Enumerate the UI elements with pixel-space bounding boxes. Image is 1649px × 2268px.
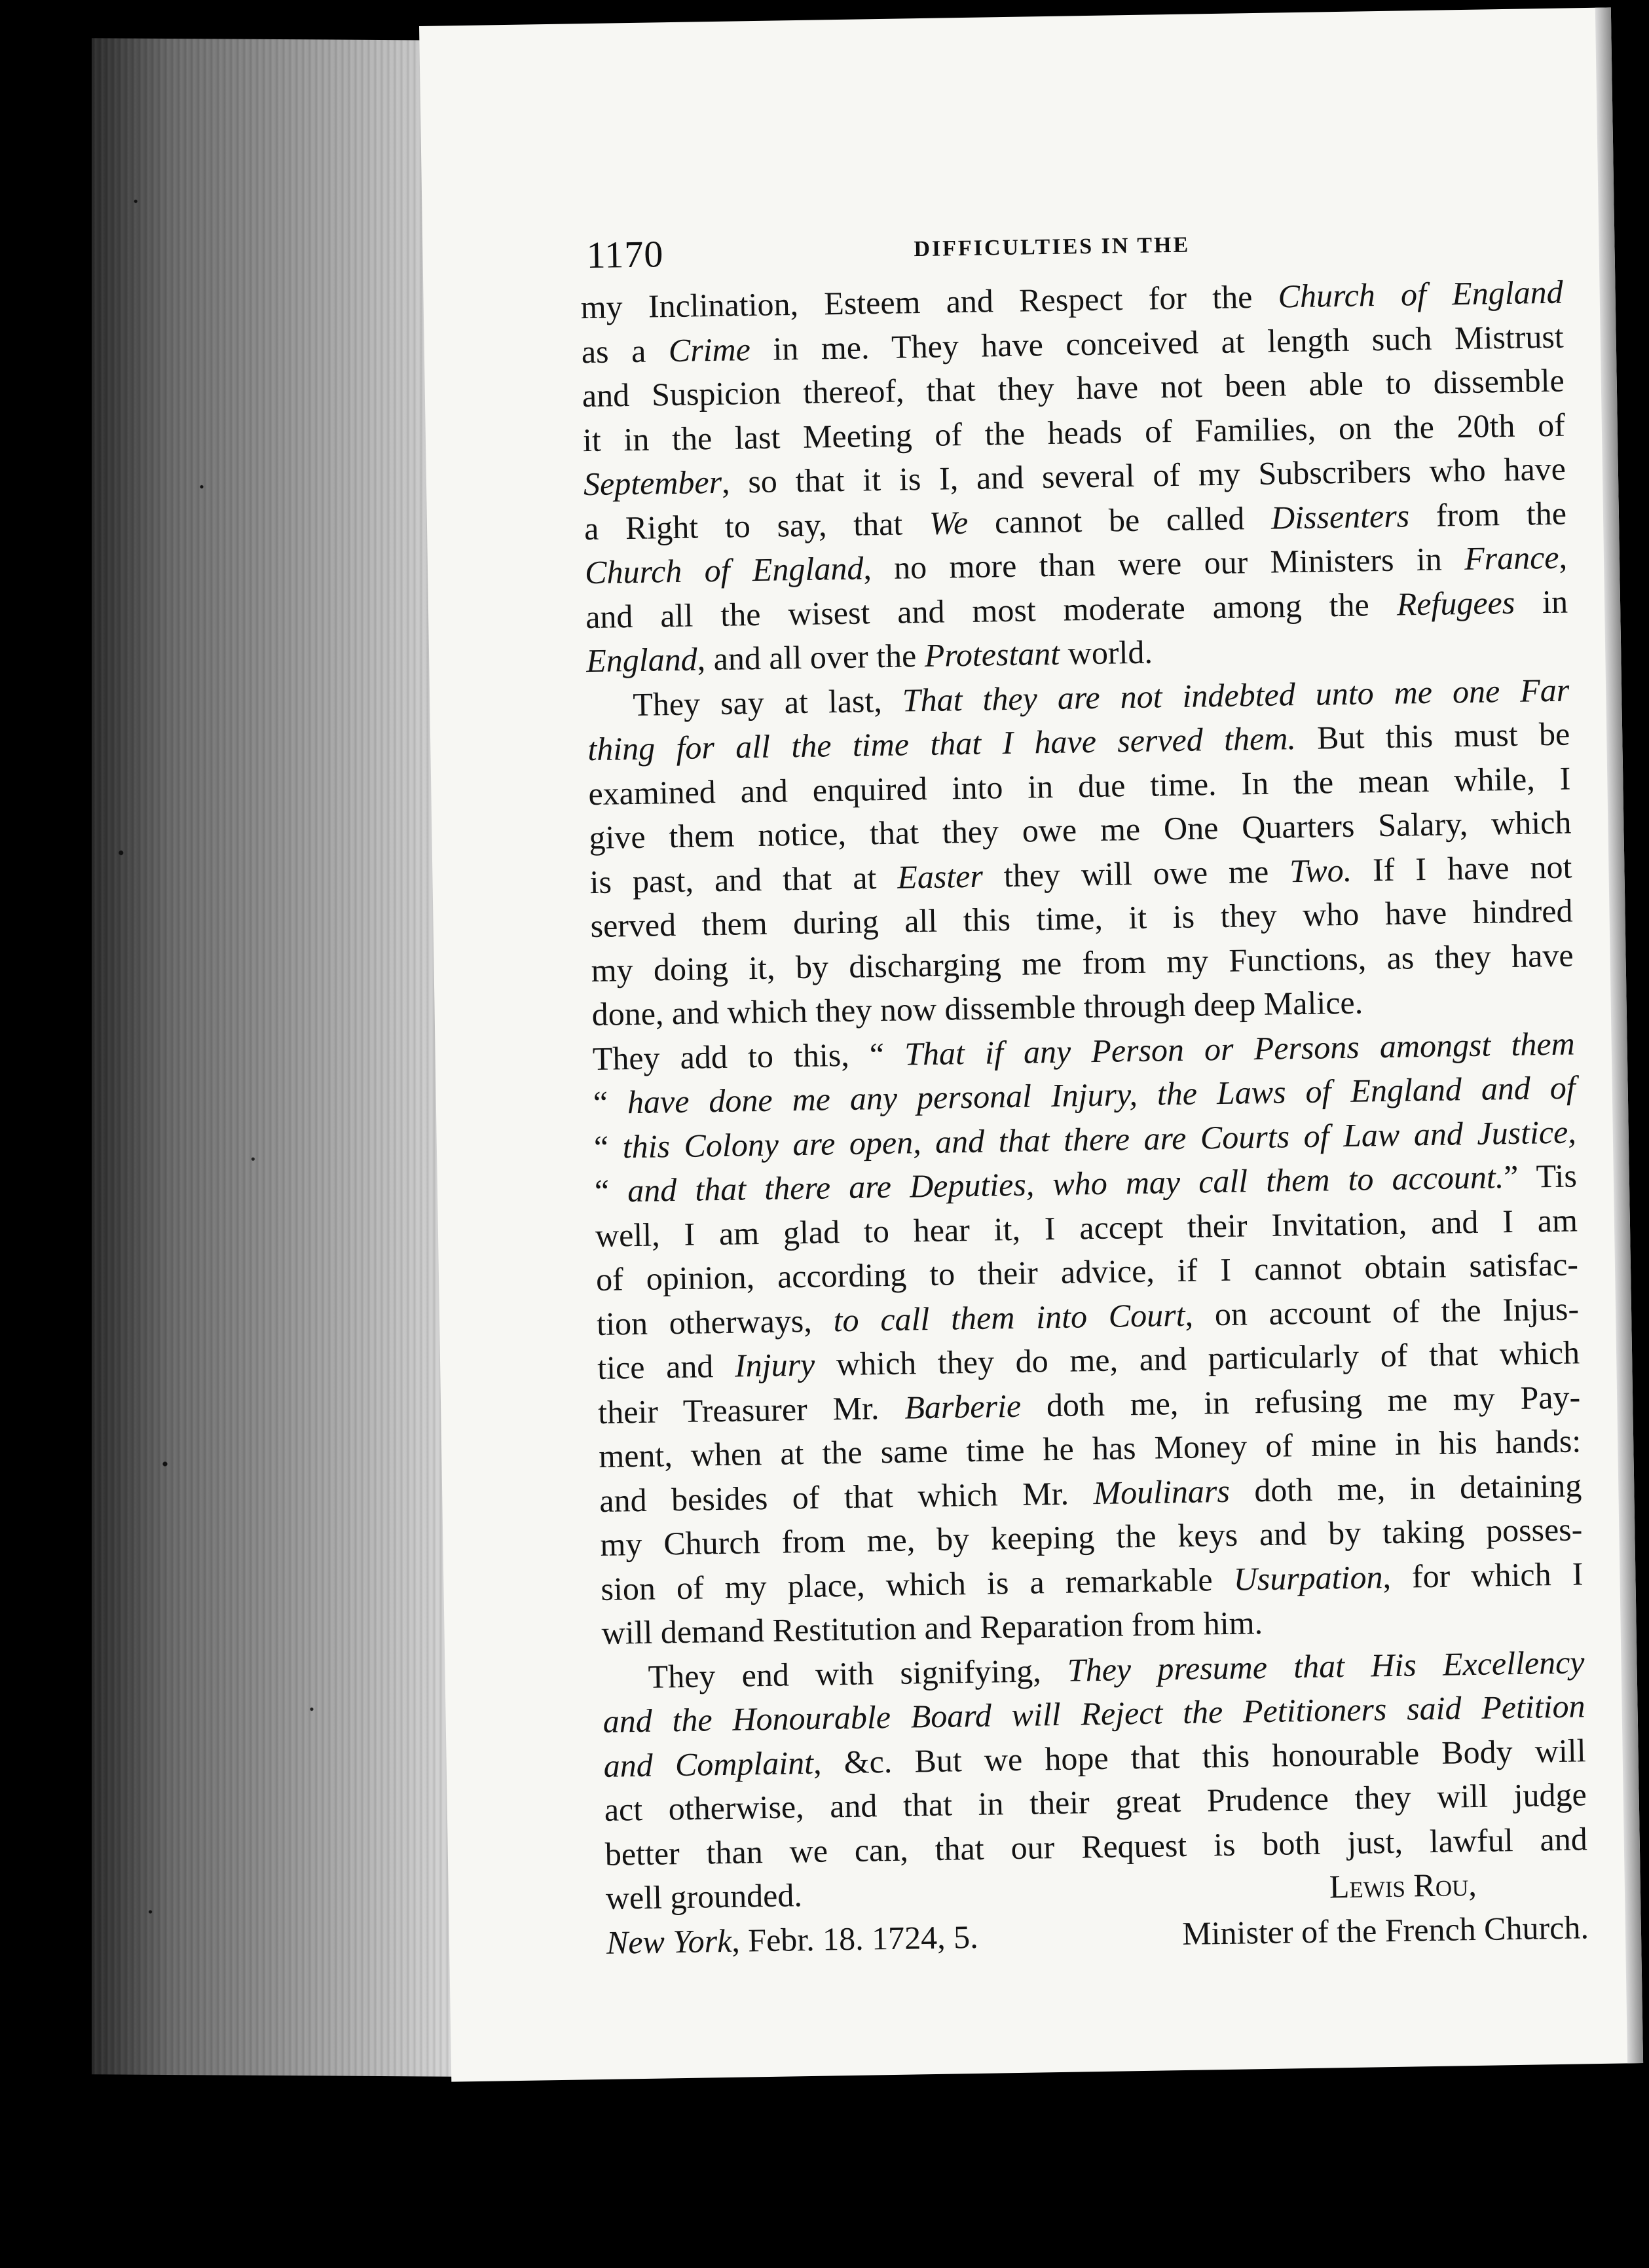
- final-line: well grounded.: [605, 1876, 803, 1916]
- text-run: is past, and that at: [589, 858, 898, 900]
- text-run: If I have not: [1351, 848, 1572, 888]
- body-text: [580, 270, 1589, 1965]
- book-page-edges: [92, 38, 458, 2076]
- text-run: in: [1514, 583, 1568, 621]
- text-run: tice and: [597, 1347, 735, 1386]
- italic-run: France: [1464, 538, 1559, 577]
- text-run: in me. They have conceived at length such Mistrust: [750, 318, 1565, 367]
- italic-run: Refugees: [1396, 583, 1515, 623]
- signer-title: Minister of the French Church.: [1181, 1908, 1589, 1952]
- italic-run: Easter: [897, 857, 984, 896]
- text-run: , no more than were our Ministers in: [862, 540, 1465, 587]
- text-run: , &c. But we hope that this honourable Body will: [813, 1731, 1586, 1781]
- text-run: my doing it, by discharging me from my Functions, as they have: [591, 936, 1574, 989]
- text-run: , so that it is I, and several of my Subscribers who have: [721, 450, 1566, 500]
- italic-run: That they are not indebted unto me one Far: [902, 671, 1570, 719]
- text-run: , and all over the: [697, 637, 925, 678]
- italic-run: and the Honourable Board will Reject the Petitioners said Petition: [602, 1687, 1585, 1740]
- text-run: They end with signifying,: [648, 1651, 1068, 1695]
- text-run: it in the last Meeting of the heads of Families, on the 20th of: [582, 406, 1566, 458]
- text-run: a Right to say, that: [584, 504, 930, 547]
- text-run: done, and which they now dissemble through deep Malice.: [591, 983, 1363, 1033]
- italic-run: Two.: [1289, 851, 1352, 889]
- text-run: “: [593, 1084, 628, 1122]
- text-run: well, I am glad to hear it, I accept their Invitation, and I am: [595, 1201, 1578, 1254]
- place: New York: [606, 1922, 732, 1961]
- text-run: ment, when at the same time he has Money of mine in his hands:: [598, 1422, 1582, 1474]
- book-page: [419, 7, 1643, 2081]
- italic-run: and that there are Deputies, who may call them to account.: [627, 1158, 1504, 1209]
- italic-run: to call them into Court: [833, 1296, 1185, 1338]
- text-run: , for which I: [1382, 1554, 1584, 1595]
- text-run: examined and enquired into in due time. In the mean while, I: [587, 759, 1571, 812]
- text-run: They add to this, “: [592, 1035, 905, 1077]
- text-run: served them during all this time, it is they who have hindred: [590, 892, 1573, 945]
- text-run: from the: [1409, 494, 1567, 534]
- italic-run: and Complaint: [603, 1744, 814, 1784]
- text-run: better than we can, that our Request is both just, lawful and: [604, 1820, 1588, 1873]
- text-run: doth me, in detaining: [1229, 1466, 1582, 1509]
- text-run: their Treasurer Mr.: [597, 1389, 905, 1431]
- italic-run: Church of England: [1278, 273, 1564, 315]
- text-run: my Church from me, by keeping the keys and by taking posses-: [600, 1510, 1583, 1563]
- text-run: ” Tis: [1503, 1157, 1578, 1196]
- text-run: my Inclination, Esteem and Respect for the: [580, 278, 1279, 326]
- text-run: and besides of that which Mr.: [599, 1474, 1094, 1519]
- italic-run: We: [929, 503, 969, 541]
- page-number: 1170: [586, 232, 664, 277]
- signer-name: Lewis Rou,: [1329, 1865, 1477, 1905]
- text-run: “: [594, 1172, 628, 1210]
- italic-run: this Colony are open, and that there are Courts of Law and Justice,: [622, 1112, 1577, 1165]
- italic-run: That if any Person or Persons amongst them: [904, 1024, 1576, 1072]
- text-run: which they do me, and particularly of that which: [814, 1334, 1580, 1383]
- text-run: , on account of the Injus-: [1185, 1289, 1580, 1333]
- text-run: tion otherways,: [596, 1301, 834, 1342]
- italic-run: Injury: [734, 1345, 815, 1384]
- text-run: They say at last,: [632, 682, 903, 723]
- italic-run: Church of England: [584, 549, 864, 591]
- italic-run: They presume that His Excellency: [1067, 1643, 1585, 1689]
- italic-run: England: [585, 640, 698, 680]
- text-run: give them notice, that they owe me One Quarters Salary, which: [589, 803, 1572, 856]
- text-run: doth me, in refusing me my Pay-: [1020, 1378, 1581, 1424]
- running-title: DIFFICULTIES IN THE: [914, 232, 1191, 262]
- text-run: sion of my place, which is a remarkable: [601, 1560, 1234, 1607]
- italic-run: thing for all the time that I have served them.: [587, 720, 1297, 768]
- italic-run: have done me any personal Injury, the Laws of England and of: [627, 1069, 1576, 1121]
- text-run: “: [593, 1127, 623, 1165]
- italic-run: Dissenters: [1270, 496, 1410, 536]
- place-and-date: [606, 1914, 978, 1964]
- text-run: ,: [1558, 538, 1568, 576]
- text-run: world.: [1059, 633, 1153, 672]
- italic-run: Usurpation: [1233, 1558, 1383, 1598]
- text-run: and all the wisest and most moderate among the: [585, 585, 1398, 635]
- italic-run: Crime: [668, 330, 751, 369]
- text-run: they will owe me: [982, 852, 1290, 894]
- italic-run: Barberie: [904, 1387, 1022, 1426]
- text-run: and Suspicion thereof, that they have not been able to dissemble: [582, 361, 1565, 414]
- italic-run: Moulinars: [1093, 1472, 1231, 1511]
- page-edge-specks: [92, 38, 458, 2076]
- page-right-edge: [1595, 7, 1643, 2063]
- italic-run: Protestant: [924, 634, 1060, 674]
- date: , Febr. 18. 1724, 5.: [731, 1918, 979, 1959]
- text-run: of opinion, according to their advice, if I cannot obtain satisfac-: [595, 1245, 1579, 1298]
- text-run: cannot be called: [967, 499, 1272, 541]
- text-lines: [580, 270, 1587, 1876]
- text-run: as a: [581, 331, 669, 370]
- text-run: But this must be: [1295, 715, 1570, 757]
- text-run: will demand Restitution and Reparation from him.: [601, 1604, 1263, 1651]
- text-run: act otherwise, and that in their great Prudence they will judge: [604, 1776, 1587, 1828]
- italic-run: September: [583, 463, 722, 503]
